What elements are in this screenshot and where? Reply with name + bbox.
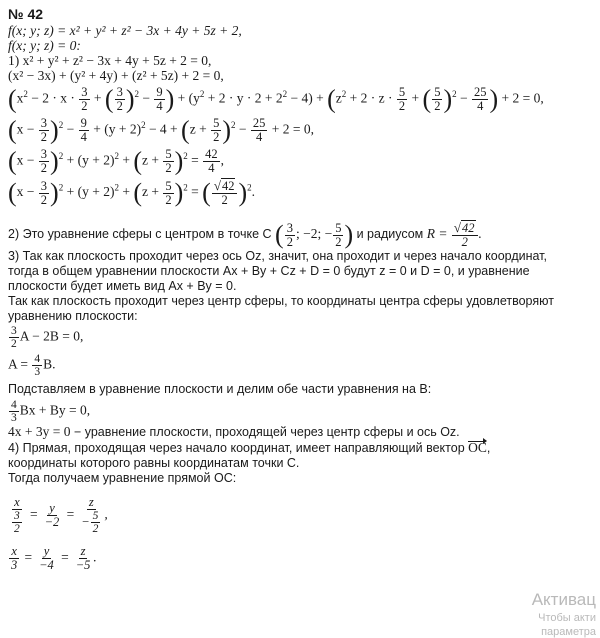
- step4-line2: координаты которого равны координатам точки C.: [8, 456, 300, 470]
- step1-complete-square: ($x^2 - 2 \cdot x$ · $\frac{3}{2}$ + ( $\frac{3}{2}$ )$^2$ − $\frac{9}{4}$ ) + $(y^2 + 2 \cdot y \cdot 2 + 2^2 - 4) + (z^2 + 2 \cdot z$ · $\frac{5}{2}$ + ( $\frac{5}{2}$ )$^2$ − $\frac{25}{4}$ ) + 2 = 0,: [8, 84, 544, 114]
- step3-line2: тогда в общем уравнении плоскости Ax + By + Cz + D = 0 будут z = 0 и D = 0, и уравнение: [8, 264, 530, 278]
- given-function: f(x; y; z) = x² + y² + z² − 3x + 4y + 5z + 2,: [8, 23, 242, 38]
- step1-squares: (x − $\frac{3}{2}$ )$^2$ − $\frac{9}{4}$ + $(y + 2)^2 - 4 + (z$ + $\frac{5}{2}$ )$^2$ − $\frac{25}{4}$ + 2 = 0,: [8, 115, 314, 145]
- step4-eq-a: $\frac{x}{\frac{3}{2}}$ = $\frac{y}{-2}$ = z − $\frac{5}{2}$ ,: [14, 495, 108, 535]
- step1-sphere-42-4: (x − $\frac{3}{2}$ )$^2 + (y + 2)^2 + (z$ + $\frac{5}{2}$ )$^2$ = $\frac{42}{4}$ ,: [8, 146, 225, 176]
- step4-line1: 4) Прямая, проходящая через начало координат, имеет направляющий вектор OC,: [8, 440, 491, 455]
- step1-grouped: (x² − 3x) + (y² + 4y) + (z² + 5z) + 2 = 0,: [8, 68, 224, 83]
- step1-equation: 1) x² + y² + z² − 3x + 4y + 5z + 2 = 0,: [8, 53, 212, 68]
- step3-line3: плоскости будет иметь вид Ax + By = 0.: [8, 279, 237, 293]
- frac-3-2: $\frac{3}{2}$: [81, 85, 88, 113]
- step4-text: 4) Прямая, проходящая через начало координат, имеет направляющий вектор: [8, 441, 465, 455]
- step1-sphere-radius: (x − $\frac{3}{2}$ )$^2 + (y + 2)^2 + (z$ + $\frac{5}{2}$ )$^2$ = ( $\frac{√42}{2}$ )$^2$.: [8, 178, 255, 207]
- activation-watermark-line2: параметра: [541, 626, 596, 638]
- step3-line1: 3) Так как плоскость проходит через ось Oz, значит, она проходит и через начало координат,: [8, 249, 547, 263]
- step2-center-radius: 2) Это уравнение сферы с центром в точке C ( $\frac{3}{2}$ ; −2; − $\frac{5}{2}$ ) и радиусом R = $\frac{√42}{2}$ .: [8, 220, 482, 249]
- activation-watermark-title: Активац: [531, 590, 596, 609]
- step3-eq2: A = $\frac{4}{3}$ B.: [8, 353, 56, 378]
- given-zero: f(x; y; z) = 0:: [8, 38, 81, 53]
- step4-line3: Тогда получаем уравнение прямой OC:: [8, 471, 237, 485]
- solution-document: [8, 6, 594, 572]
- step2-radius-text: и радиусом: [356, 227, 424, 242]
- step3-eq1: $\frac{3}{2}$ A − 2B = 0,: [11, 325, 84, 350]
- step3-eq3: $\frac{4}{3}$ Bx + By = 0,: [11, 399, 91, 424]
- step3-eq4-text: − уравнение плоскости, проходящей через центр сферы и ось Oz.: [70, 425, 460, 439]
- activation-watermark-line1: Чтобы акти: [538, 612, 596, 624]
- step3-line4: Так как плоскость проходит через центр сферы, то координаты центра сферы удовлетворяют: [8, 294, 554, 308]
- step3-line6: Подставляем в уравнение плоскости и делим обе части уравнения на B:: [8, 382, 432, 396]
- step3-line5: уравнению плоскости:: [8, 309, 138, 323]
- step3-eq4: 4x + 3y = 0: [8, 424, 71, 439]
- vector-oc: OC: [468, 440, 487, 455]
- step3-eq4-line: [8, 424, 594, 440]
- step2-text: 2) Это уравнение сферы с центром в точке C: [8, 227, 272, 242]
- problem-number: № 42: [8, 6, 44, 22]
- step4-eq-b: $\frac{x}{3}$ = $\frac{y}{-4}$ = $\frac{z}{-5}$ .: [11, 544, 97, 572]
